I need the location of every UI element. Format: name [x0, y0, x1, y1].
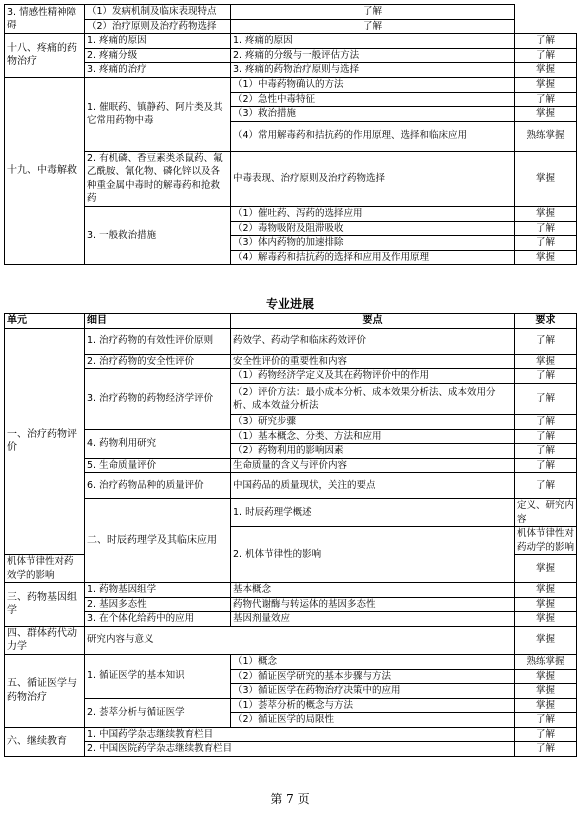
requirement-cell: 了解: [515, 92, 577, 107]
detail-cell: 1. 催眠药、镇静药、阿片类及其它常用药物中毒: [85, 77, 231, 151]
table-row: [5, 612, 577, 627]
detail-cell: 2. 基因多态性: [85, 597, 231, 612]
point-cell: 3. 疼痛的药物治疗原则与选择: [231, 63, 515, 78]
point-cell: 基因剂量效应: [231, 612, 515, 627]
requirement-cell: 掌握: [515, 669, 577, 684]
requirement-cell: 了解: [515, 415, 577, 430]
table-row: [5, 654, 577, 669]
requirement-cell: 掌握: [515, 612, 577, 627]
page-number: 第 7 页: [270, 792, 310, 806]
point-cell: （2）循证医学的局限性: [231, 713, 515, 728]
point-cell: 机体节律性对药动学的影响: [515, 527, 577, 555]
syllabus-table-continued: [4, 4, 577, 265]
detail-cell: 2. 治疗药物的安全性评价: [85, 354, 231, 369]
table-row: [5, 48, 577, 63]
requirement-cell: 了解: [515, 742, 577, 757]
table-row: [5, 429, 577, 444]
detail-cell: 6. 治疗药物品种的质量评价: [85, 473, 231, 499]
table-row: [5, 369, 577, 384]
detail-cell: 3. 情感性精神障碍: [5, 5, 85, 34]
detail-cell: 1. 疼痛的原因: [85, 34, 231, 49]
point-cell: （2）急性中毒特征: [231, 92, 515, 107]
header-unit: 单元: [5, 314, 85, 329]
requirement-cell: 了解: [515, 444, 577, 459]
table-row: [5, 206, 577, 221]
table-row: [5, 727, 577, 742]
detail-cell: 2. 有机磷、香豆素类杀鼠药、氟乙酰胺、氰化物、磷化锌以及各种重金属中毒时的解毒药和抢救药: [85, 151, 231, 206]
point-cell: （1）概念: [231, 654, 515, 669]
table-row: [5, 19, 577, 34]
requirement-cell: 掌握: [515, 626, 577, 654]
unit-cell: 四、群体药代动力学: [5, 626, 85, 654]
unit-cell: 二、时辰药理学及其临床应用: [85, 499, 231, 583]
detail-cell: 2. 中国医院药学杂志继续教育栏目: [85, 742, 515, 757]
table-row: [5, 597, 577, 612]
table-row: [5, 354, 577, 369]
detail-cell: 1. 中国药学杂志继续教育栏目: [85, 727, 515, 742]
requirement-cell: 掌握: [515, 684, 577, 699]
unit-cell: 一、治疗药物评价: [5, 328, 85, 555]
requirement-cell: 掌握: [515, 151, 577, 206]
detail-cell: 1. 循证医学的基本知识: [85, 654, 231, 698]
requirement-cell: 了解: [231, 19, 515, 34]
point-cell: （3）研究步骤: [231, 415, 515, 430]
detail-cell: 3. 疼痛的治疗: [85, 63, 231, 78]
requirement-cell: 掌握: [515, 107, 577, 122]
detail-cell: 3. 治疗药物的药物经济学评价: [85, 369, 231, 430]
requirement-cell: 了解: [515, 473, 577, 499]
point-cell: （2）评价方法：最小成本分析、成本效果分析法、成本效用分析、成本效益分析法: [231, 384, 515, 415]
requirement-cell: 掌握: [515, 77, 577, 92]
point-cell: （4）常用解毒药和拮抗药的作用原理、选择和临床应用: [231, 121, 515, 151]
unit-cell: 五、循证医学与药物治疗: [5, 654, 85, 727]
point-cell: 药物代谢酶与转运体的基因多态性: [231, 597, 515, 612]
professional-progress-table: [4, 313, 577, 757]
section-title: 专业进展: [265, 297, 314, 311]
table-row: [5, 626, 577, 654]
point-cell: （2）毒物吸附及阻滞吸收: [231, 221, 515, 236]
table-row: [5, 77, 577, 92]
requirement-cell: 掌握: [515, 354, 577, 369]
requirement-cell: 掌握: [515, 583, 577, 598]
requirement-cell: 掌握: [515, 597, 577, 612]
requirement-cell: 掌握: [515, 63, 577, 78]
point-cell: 中毒表现、治疗原则及治疗药物选择: [231, 151, 515, 206]
point-cell: （1）荟萃分析的概念与方法: [231, 698, 515, 713]
requirement-cell: 了解: [515, 34, 577, 49]
requirement-cell: 了解: [515, 221, 577, 236]
requirement-cell: 熟练掌握: [515, 654, 577, 669]
requirement-cell: 了解: [515, 236, 577, 251]
requirement-cell: 了解: [515, 429, 577, 444]
point-cell: （2）药物利用的影响因素: [231, 444, 515, 459]
table-row: [5, 151, 577, 206]
detail-cell: 3. 一般救治措施: [85, 206, 231, 265]
table-row: [5, 473, 577, 499]
point-cell: 2. 疼痛的分级与一般评估方法: [231, 48, 515, 63]
table-row: [5, 34, 577, 49]
detail-cell: 2. 机体节律性的影响: [231, 527, 515, 583]
header-requirement: 要求: [515, 314, 577, 329]
point-cell: （2）治疗原则及治疗药物选择: [85, 19, 231, 34]
table-row: [5, 499, 577, 527]
point-cell: （1）中毒药物确认的方法: [231, 77, 515, 92]
point-cell: （1）基本概念、分类、方法和应用: [231, 429, 515, 444]
detail-cell: 1. 时辰药理学概述: [231, 499, 515, 527]
detail-cell: 2. 疼痛分级: [85, 48, 231, 63]
detail-cell: 3. 在个体化给药中的应用: [85, 612, 231, 627]
point-cell: （3）循证医学在药物治疗决策中的应用: [231, 684, 515, 699]
detail-cell: 研究内容与意义: [85, 626, 515, 654]
table-header-row: [5, 314, 577, 329]
point-cell: 安全性评价的重要性和内容: [231, 354, 515, 369]
requirement-cell: 了解: [515, 328, 577, 354]
table-row: [5, 328, 577, 354]
point-cell: 机体节律性对药效学的影响: [5, 555, 85, 583]
unit-cell: 三、药物基因组学: [5, 583, 85, 627]
detail-cell: 5. 生命质量评价: [85, 458, 231, 473]
detail-cell: 1. 治疗药物的有效性评价原则: [85, 328, 231, 354]
unit-cell: 十九、中毒解救: [5, 77, 85, 265]
table-row: [5, 63, 577, 78]
point-cell: 中国药品的质量现状，关注的要点: [231, 473, 515, 499]
detail-cell: 4. 药物利用研究: [85, 429, 231, 458]
requirement-cell: 掌握: [515, 555, 577, 583]
table-row: [5, 5, 577, 20]
requirement-cell: 掌握: [515, 206, 577, 221]
requirement-cell: 了解: [515, 458, 577, 473]
point-cell: （1）药物经济学定义及其在药物评价中的作用: [231, 369, 515, 384]
unit-cell: 六、继续教育: [5, 727, 85, 756]
detail-cell: 1. 药物基因组学: [85, 583, 231, 598]
table-row: [5, 742, 577, 757]
table-row: [5, 698, 577, 713]
point-cell: 定义、研究内容: [515, 499, 577, 527]
point-cell: （3）救治措施: [231, 107, 515, 122]
point-cell: （4）解毒药和拮抗药的选择和应用及作用原理: [231, 250, 515, 265]
point-cell: （3）体内药物的加速排除: [231, 236, 515, 251]
unit-cell: 十八、疼痛的药物治疗: [5, 34, 85, 78]
requirement-cell: 掌握: [515, 250, 577, 265]
requirement-cell: 掌握: [515, 698, 577, 713]
point-cell: 基本概念: [231, 583, 515, 598]
requirement-cell: 熟练掌握: [515, 121, 577, 151]
point-cell: （1）发病机制及临床表现特点: [85, 5, 231, 20]
point-cell: （2）循证医学研究的基本步骤与方法: [231, 669, 515, 684]
point-cell: 药效学、药动学和临床药效评价: [231, 328, 515, 354]
header-detail: 细目: [85, 314, 231, 329]
point-cell: （1）催吐药、泻药的选择应用: [231, 206, 515, 221]
header-points: 要点: [231, 314, 515, 329]
requirement-cell: 了解: [515, 48, 577, 63]
requirement-cell: 了解: [515, 369, 577, 384]
table-row: [5, 583, 577, 598]
point-cell: 1. 疼痛的原因: [231, 34, 515, 49]
requirement-cell: 了解: [515, 713, 577, 728]
point-cell: 生命质量的含义与评价内容: [231, 458, 515, 473]
table-row: [5, 458, 577, 473]
requirement-cell: 了解: [515, 384, 577, 415]
detail-cell: 2. 荟萃分析与循证医学: [85, 698, 231, 727]
requirement-cell: 了解: [231, 5, 515, 20]
requirement-cell: 了解: [515, 727, 577, 742]
